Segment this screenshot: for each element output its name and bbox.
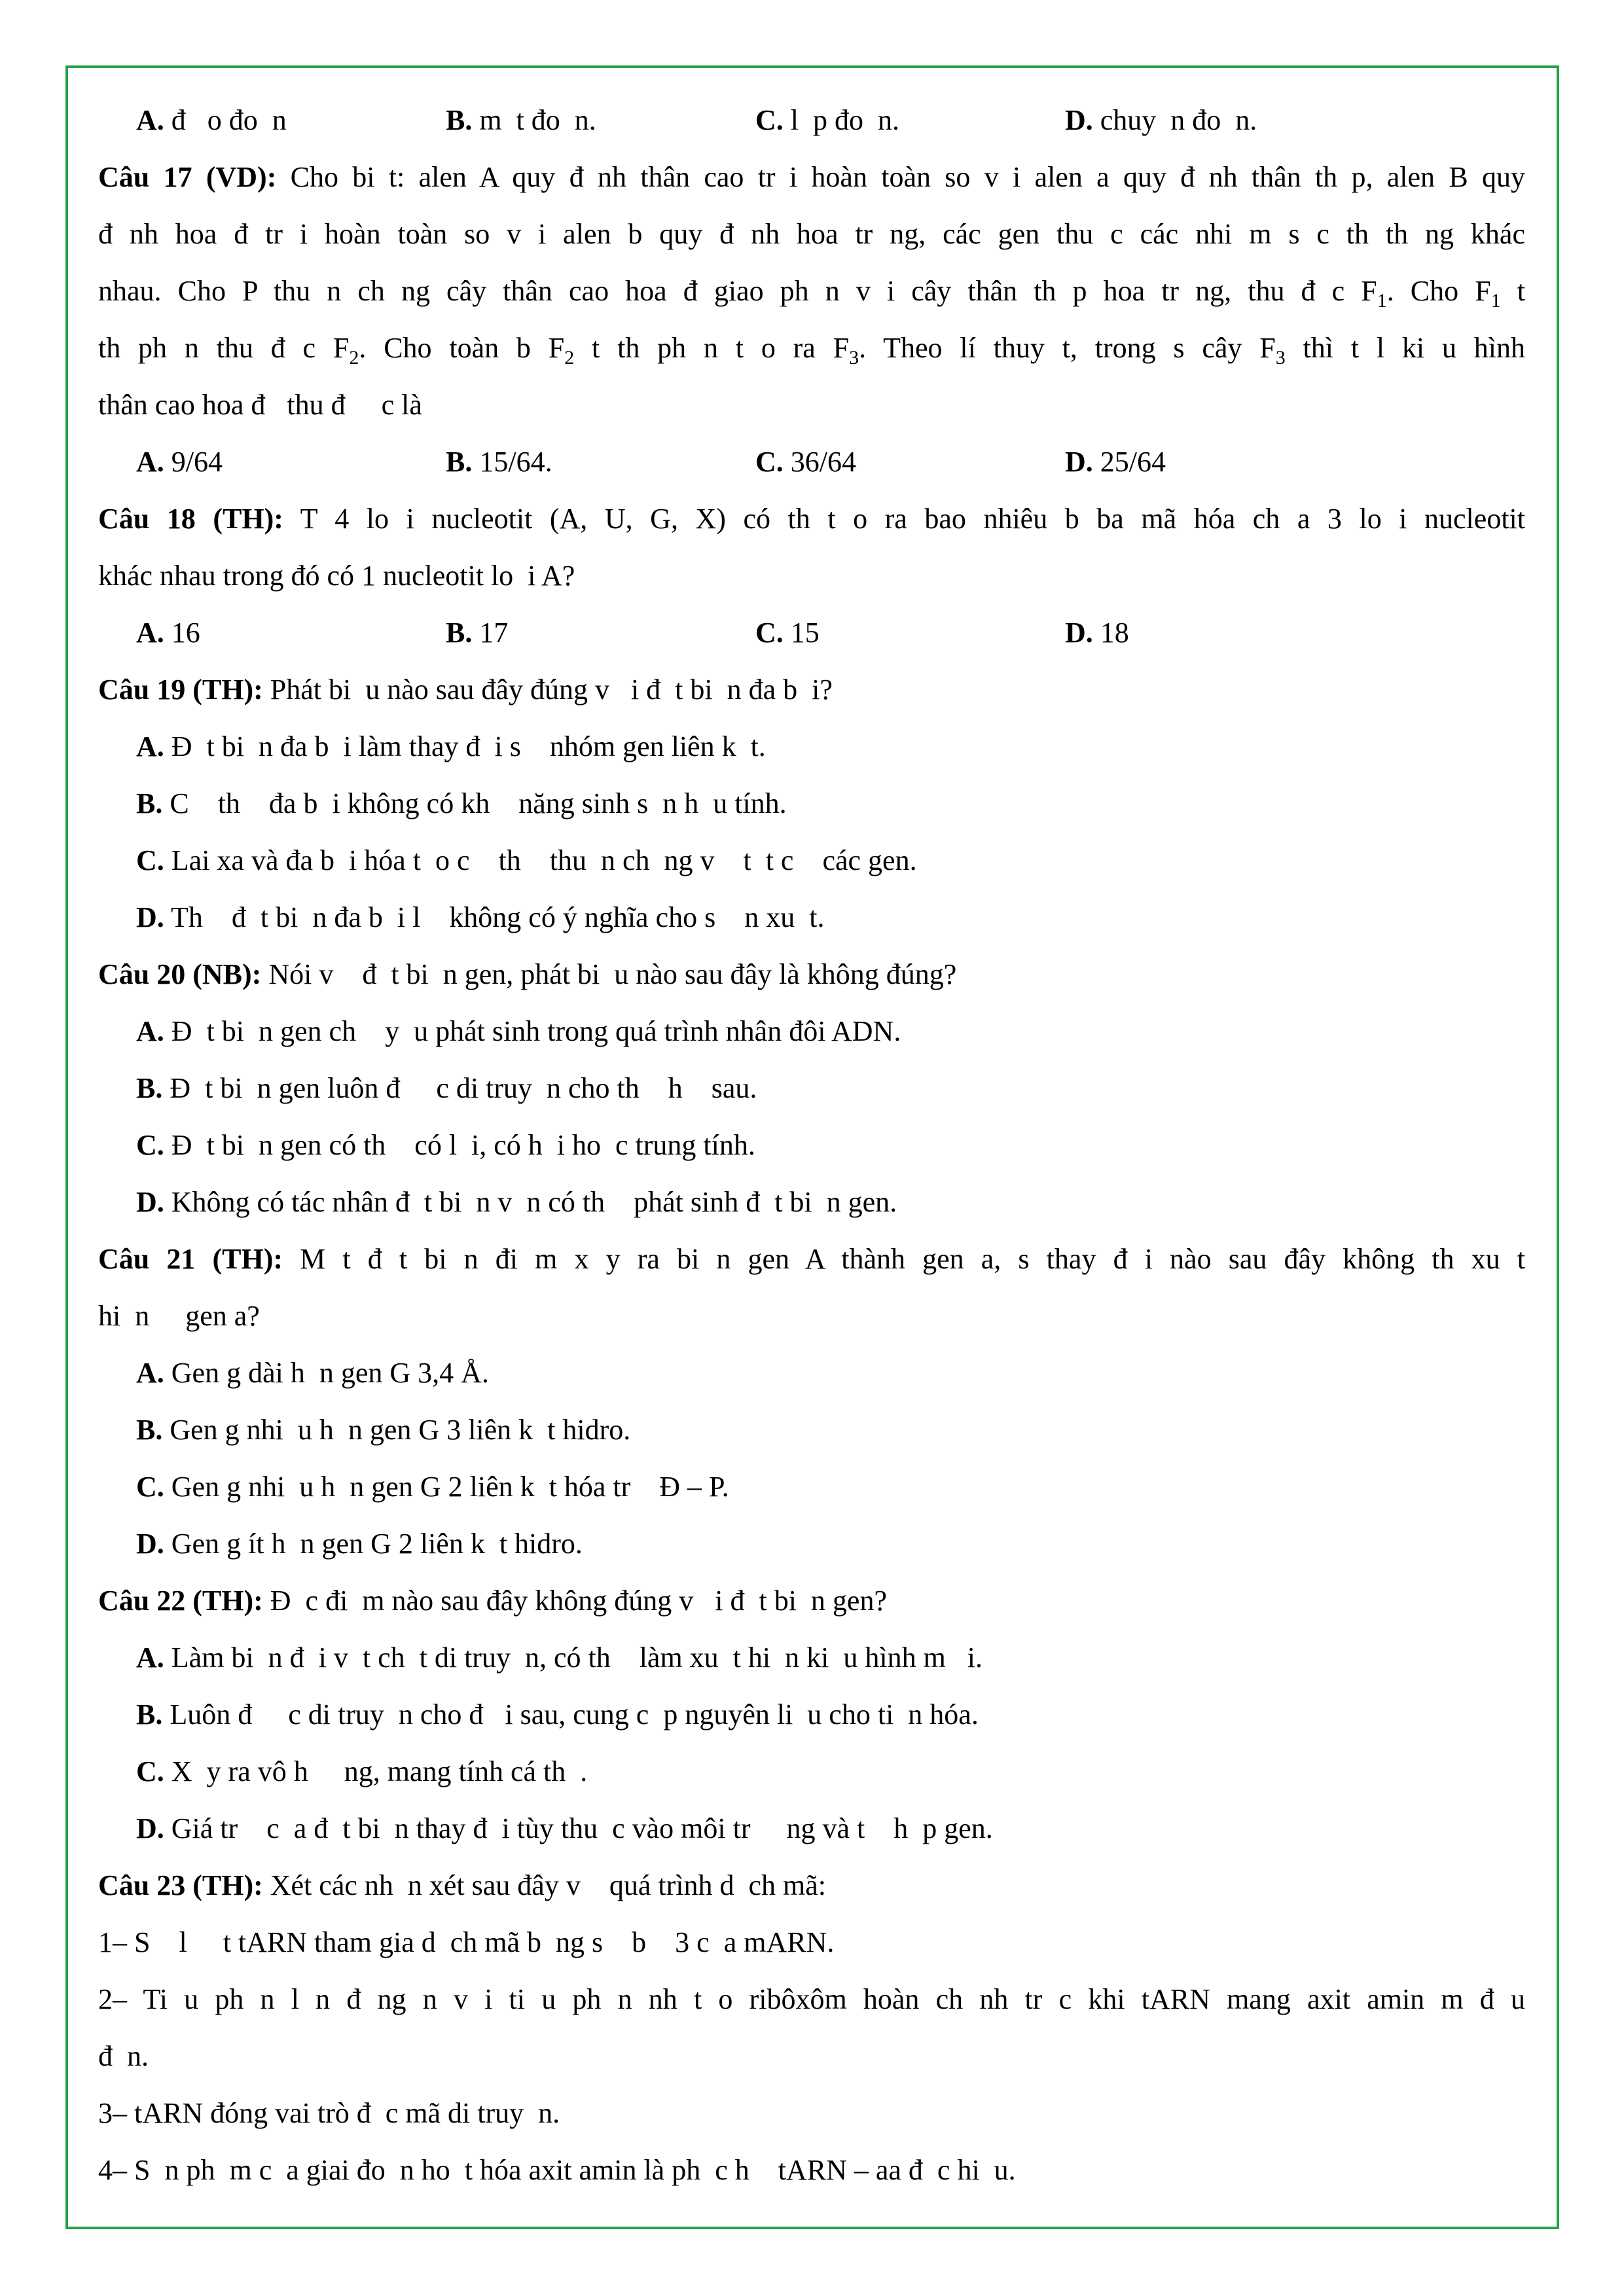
q19-option-a: A. Đ t bi n đa b i làm thay đ i s nhóm gen liên k t. (136, 730, 766, 762)
q21-option-d: D. Gen g ít h n gen G 2 liên k t hidro. (136, 1528, 583, 1560)
q19-stem-line: Câu 19 (TH): Phát bi u nào sau đây đúng v i đ t bi n đa b i? (98, 673, 833, 706)
q21-heading: Câu 21 (TH): (98, 1243, 283, 1275)
q16-option-b: B. m t đo n. (446, 104, 596, 136)
q18-heading: Câu 18 (TH): (98, 503, 283, 535)
q22-stem-line: Câu 22 (TH): Đ c đi m nào sau đây không đúng v i đ t bi n gen? (98, 1585, 887, 1617)
q19-option-b: B. C th đa b i không có kh năng sinh s n h u tính. (136, 787, 787, 819)
q17-options (98, 433, 1525, 490)
q17-heading: Câu 17 (VD): (98, 161, 277, 193)
q22-option-b: B. Luôn đ c di truy n cho đ i sau, cung c p nguyên li u cho ti n hóa. (136, 1698, 979, 1731)
q17-stem-line: nhau. Cho P thu n ch ng cây thân cao hoa đ giao ph n v i cây thân th p hoa tr ng, thu đ c $F_1$. Cho $F_1$ t (98, 275, 1525, 312)
q18-stem-line: khác nhau trong đó có 1 nucleotit lo i A? (98, 560, 575, 592)
q17-option-b: B. 15/64. (446, 446, 552, 478)
q23-statement: đ n. (98, 2040, 149, 2072)
q23-heading: Câu 23 (TH): (98, 1869, 263, 1901)
q21-option-b: B. Gen g nhi u h n gen G 3 liên k t hidro. (136, 1414, 631, 1446)
q21-option-a: A. Gen g dài h n gen G 3,4 Å. (136, 1357, 489, 1389)
q18-options (98, 604, 1525, 661)
q19-option-d: D. Th đ t bi n đa b i l không có ý nghĩa cho s n xu t. (136, 901, 825, 933)
q18-option-b: B. 17 (446, 617, 509, 649)
q23-statement: 3– tARN đóng vai trò đ c mã di truy n. (98, 2097, 560, 2129)
q19-option-c: C. Lai xa và đa b i hóa t o c th thu n ch ng v t t c các gen. (136, 844, 917, 876)
q20-option-a: A. Đ t bi n gen ch y u phát sinh trong quá trình nhân đôi ADN. (136, 1015, 901, 1047)
q23-statement: 2– Ti u ph n l n đ ng n v i ti u ph n nh t o ribôxôm hoàn ch nh tr c khi tARN mang axit amin m đ u (98, 1983, 1525, 2015)
q17-stem-line: đ nh hoa đ tr i hoàn toàn so v i alen b quy đ nh hoa tr ng, các gen thu c các nhi m s c th th ng khác (98, 218, 1525, 250)
q18-option-d: D. 18 (1065, 617, 1129, 649)
q17-option-a: A. 9/64 (136, 446, 223, 478)
q20-heading: Câu 20 (NB): (98, 958, 262, 990)
q22-option-a: A. Làm bi n đ i v t ch t di truy n, có th làm xu t hi n ki u hình m i. (136, 1641, 983, 1674)
q17-stem-line: th ph n thu đ c $F_2$. Cho toàn b $F_2$ t th ph n t o ra $F_3$. Theo lí thuy t, trong s cây $F_3$ thì t l ki u hình (98, 332, 1526, 368)
q17-option-c: C. 36/64 (755, 446, 857, 478)
q23-statement: 4– S n ph m c a giai đo n ho t hóa axit amin là ph c h tARN – aa đ c hi u. (98, 2154, 1016, 2186)
q20-option-c: C. Đ t bi n gen có th có l i, có h i ho c trung tính. (136, 1129, 755, 1161)
q20-stem-line: Câu 20 (NB): Nói v đ t bi n gen, phát bi u nào sau đây là không đúng? (98, 958, 957, 990)
q16-option-a: A. đ o đo n (136, 104, 287, 136)
q16-options (98, 92, 1525, 149)
q17-option-d: D. 25/64 (1065, 446, 1166, 478)
q23-statement: 1– S l t tARN tham gia d ch mã b ng s b 3 c a mARN. (98, 1926, 835, 1958)
q18-option-c: C. 15 (755, 617, 820, 649)
q18-option-a: A. 16 (136, 617, 200, 649)
q18-stem-line: Câu 18 (TH): T 4 lo i nucleotit (A, U, G, X) có th t o ra bao nhiêu b ba mã hóa ch a 3 lo i nucleotit (98, 503, 1525, 535)
q21-stem-line: hi n gen a? (98, 1300, 260, 1332)
q21-option-c: C. Gen g nhi u h n gen G 2 liên k t hóa tr Đ – P. (136, 1471, 729, 1503)
q20-option-b: B. Đ t bi n gen luôn đ c di truy n cho th h sau. (136, 1072, 757, 1104)
q16-option-d: D. chuy n đo n. (1065, 104, 1257, 136)
q22-option-c: C. X y ra vô h ng, mang tính cá th . (136, 1755, 588, 1787)
q20-option-d: D. Không có tác nhân đ t bi n v n có th phát sinh đ t bi n gen. (136, 1186, 897, 1218)
q22-option-d: D. Giá tr c a đ t bi n thay đ i tùy thu c vào môi tr ng và t h p gen. (136, 1812, 993, 1844)
q17-stem-line: thân cao hoa đ thu đ c là (98, 389, 422, 421)
q21-stem-line: Câu 21 (TH): M t đ t bi n đi m x y ra bi n gen A thành gen a, s thay đ i nào sau đây không th xu t (98, 1243, 1525, 1275)
q22-heading: Câu 22 (TH): (98, 1585, 263, 1617)
q19-heading: Câu 19 (TH): (98, 673, 263, 706)
q17-stem-line: Câu 17 (VD): Cho bi t: alen A quy đ nh thân cao tr i hoàn toàn so v i alen a quy đ nh thân th p, alen B quy (98, 161, 1525, 193)
q16-option-c: C. l p đo n. (755, 104, 900, 136)
q23-stem-line: Câu 23 (TH): Xét các nh n xét sau đây v quá trình d ch mã: (98, 1869, 826, 1901)
exam-page (98, 92, 1525, 2198)
